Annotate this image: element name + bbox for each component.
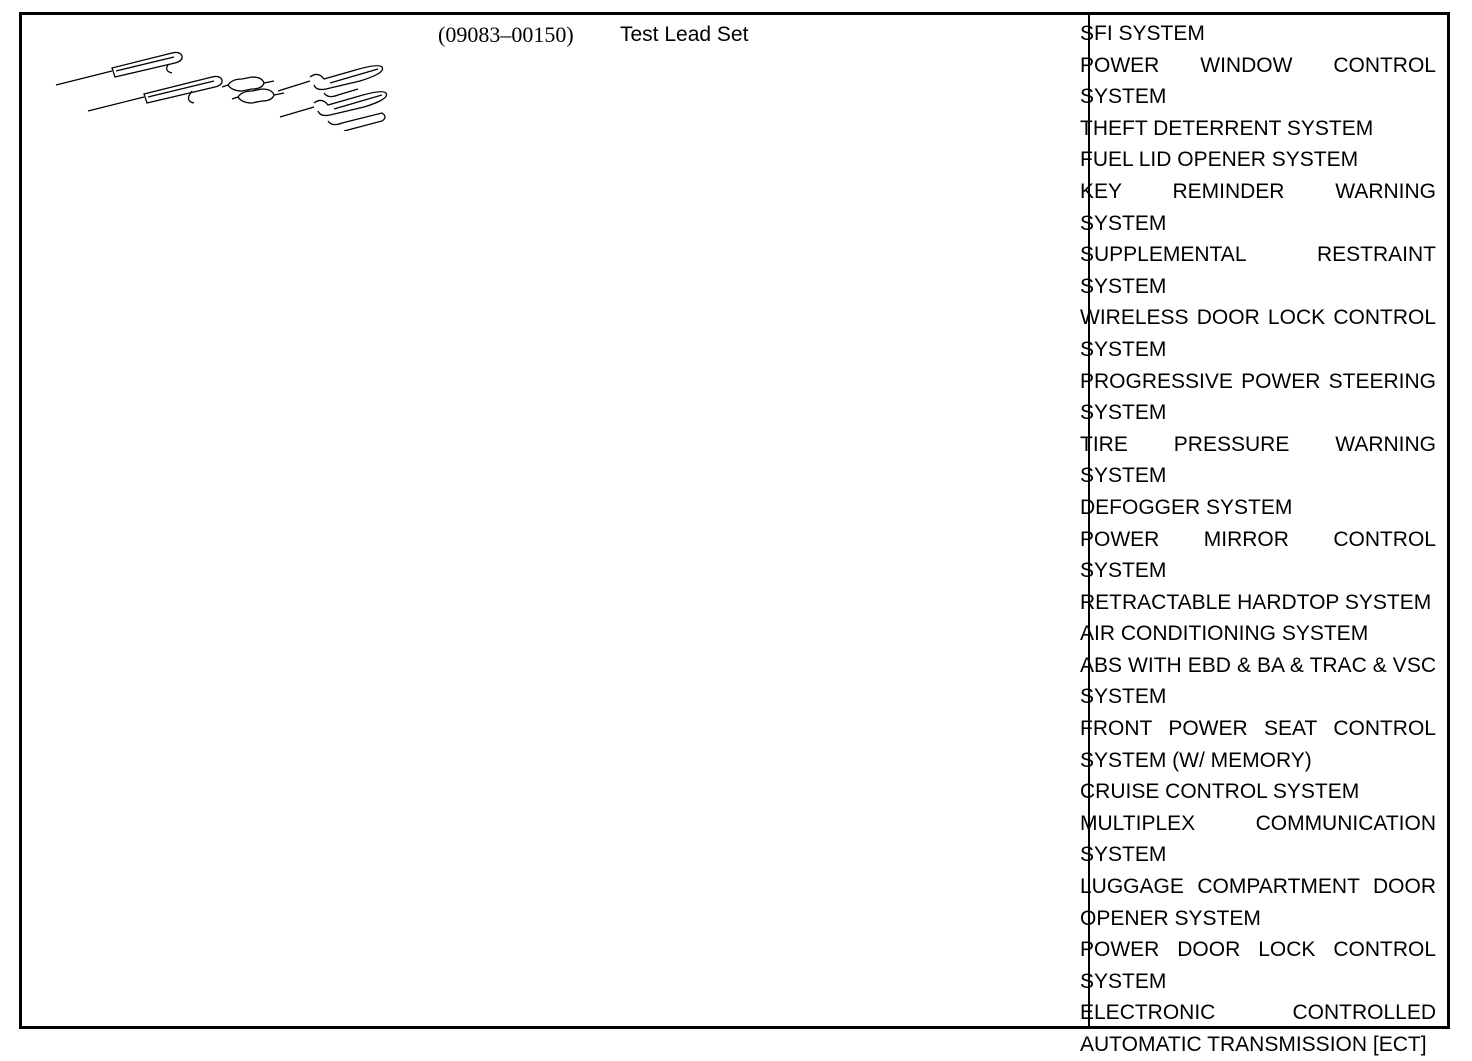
list-item: SFI SYSTEM [1080, 22, 1205, 45]
list-item: ELECTRONIC CONTROLLED AUTOMATIC TRANSMISSION [ECT] [1080, 1001, 1436, 1056]
list-item: POWER WINDOW CONTROL SYSTEM [1080, 53, 1436, 109]
list-item: DEFOGGER SYSTEM [1080, 495, 1293, 519]
list-item: FRONT POWER SEAT CONTROL SYSTEM (W/ MEMORY) [1080, 717, 1436, 772]
list-item: KEY REMINDER WARNING SYSTEM [1080, 179, 1436, 235]
test-lead-set-illustration [52, 41, 392, 131]
list-item: PROGRESSIVE POWER STEERING SYSTEM [1080, 369, 1436, 425]
applicable-systems-list [1080, 18, 1436, 1061]
list-item: THEFT DETERRENT SYSTEM [1080, 116, 1374, 140]
list-item: RETRACTABLE HARDTOP SYSTEM [1080, 590, 1432, 614]
list-item: CRUISE CONTROL SYSTEM [1080, 780, 1360, 804]
list-item: AIR CONDITIONING SYSTEM [1080, 622, 1369, 646]
list-item: POWER DOOR LOCK CONTROL SYSTEM [1080, 938, 1436, 993]
list-item: ABS WITH EBD & BA & TRAC & VSC SYSTEM [1080, 653, 1436, 709]
list-item: MULTIPLEX COMMUNICATION SYSTEM [1080, 811, 1436, 867]
tool-name: Test Lead Set [620, 23, 749, 46]
list-item: POWER MIRROR CONTROL SYSTEM [1080, 527, 1436, 583]
list-item: TIRE PRESSURE WARNING SYSTEM [1080, 432, 1436, 488]
list-item: LUGGAGE COMPARTMENT DOOR OPENER SYSTEM [1080, 875, 1436, 930]
tool-table-frame [19, 12, 1450, 1056]
tool-part-number: (09083–00150) [438, 22, 574, 47]
list-item: FUEL LID OPENER SYSTEM [1080, 148, 1359, 172]
list-item: SUPPLEMENTAL RESTRAINT SYSTEM [1080, 243, 1436, 298]
list-item: WIRELESS DOOR LOCK CONTROL SYSTEM [1080, 306, 1436, 361]
